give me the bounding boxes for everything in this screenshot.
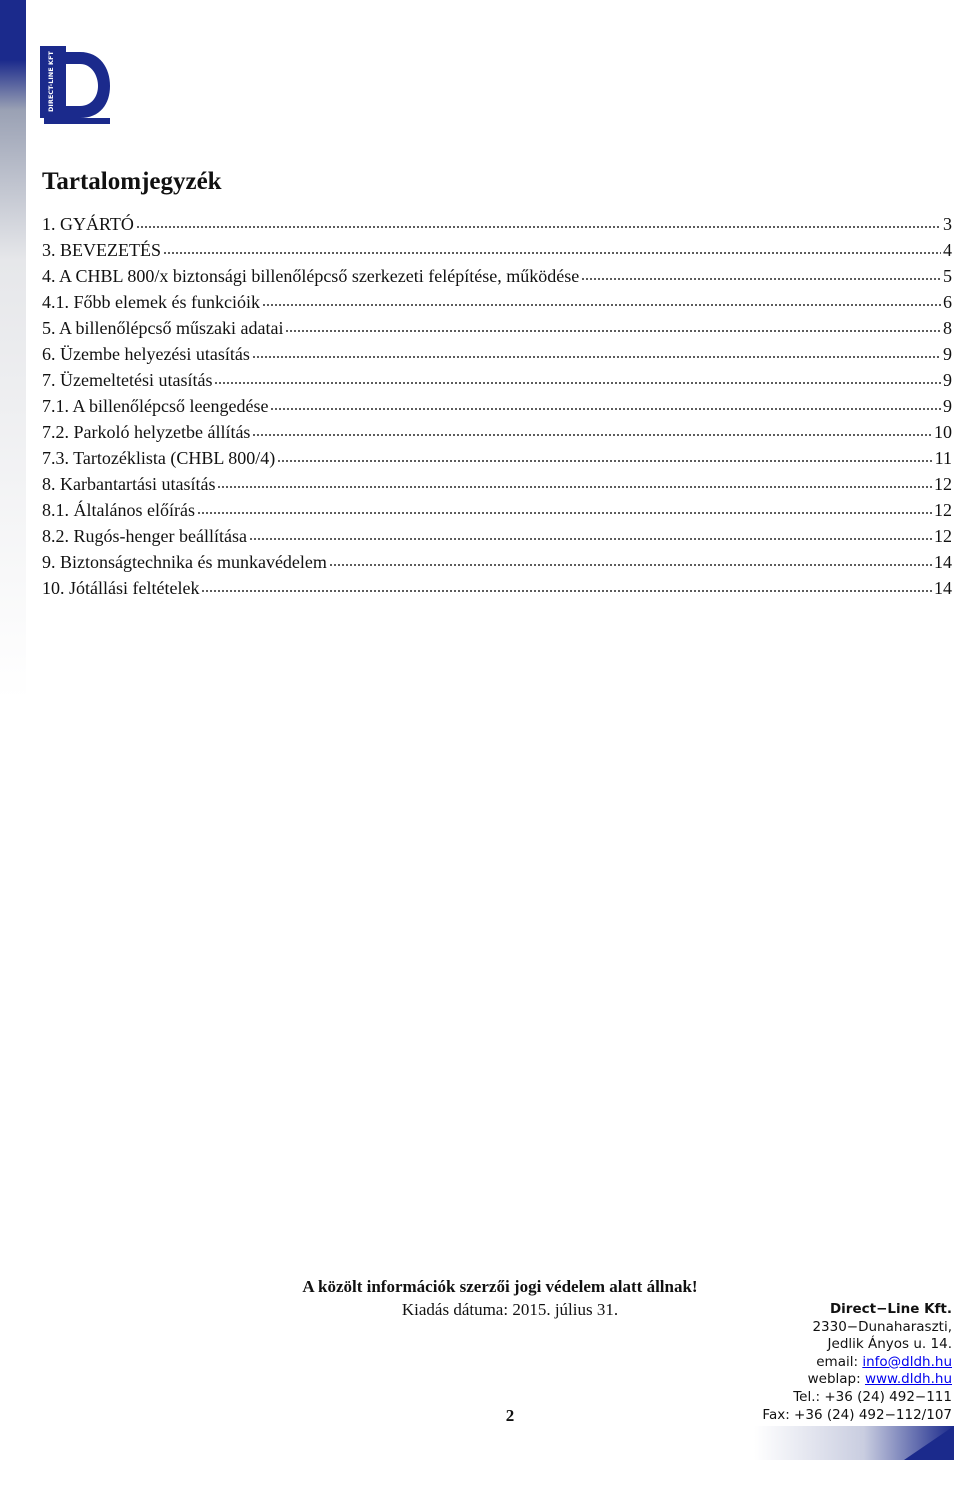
toc-entry-title: 5. A billenőlépcső műszaki adatai bbox=[42, 318, 284, 338]
toc-dot-leader bbox=[201, 588, 932, 594]
toc-entry-title: 8. Karbantartási utasítás bbox=[42, 474, 216, 494]
toc-entry-page: 10 bbox=[934, 422, 952, 442]
toc-entry-page: 11 bbox=[934, 448, 952, 468]
toc-dot-leader bbox=[262, 302, 941, 308]
toc-dot-leader bbox=[285, 328, 941, 334]
toc-list bbox=[42, 211, 952, 601]
toc-entry[interactable] bbox=[42, 471, 952, 497]
toc-dot-leader bbox=[252, 432, 932, 438]
toc-entry[interactable] bbox=[42, 289, 952, 315]
toc-dot-leader bbox=[214, 380, 941, 386]
toc-entry[interactable] bbox=[42, 237, 952, 263]
toc-dot-leader bbox=[252, 354, 941, 360]
toc-entry-title: 3. BEVEZETÉS bbox=[42, 240, 161, 260]
logo-text: DIRECT-LINE KFT bbox=[47, 51, 55, 112]
toc-dot-leader bbox=[277, 458, 932, 464]
toc-entry-page: 9 bbox=[943, 396, 952, 416]
toc-entry-page: 12 bbox=[934, 500, 952, 520]
toc-title: Tartalomjegyzék bbox=[42, 168, 222, 195]
toc-entry[interactable] bbox=[42, 367, 952, 393]
toc-entry[interactable] bbox=[42, 393, 952, 419]
toc-entry-page: 5 bbox=[943, 266, 952, 286]
company-name: Direct−Line Kft. bbox=[829, 1301, 952, 1317]
toc-entry-title: 7.1. A billenőlépcső leengedése bbox=[42, 396, 269, 416]
toc-dot-leader bbox=[163, 250, 941, 256]
toc-entry-page: 12 bbox=[934, 526, 952, 546]
company-email-row bbox=[762, 1354, 952, 1372]
toc-entry-title: 9. Biztonságtechnika és munkavédelem bbox=[42, 552, 327, 572]
company-address-line2: Jedlik Ányos u. 14. bbox=[827, 1336, 952, 1353]
email-link[interactable]: info@dldh.hu bbox=[862, 1353, 952, 1370]
toc-entry[interactable] bbox=[42, 263, 952, 289]
toc-entry[interactable] bbox=[42, 419, 952, 445]
toc-entry-title: 7.2. Parkoló helyzetbe állítás bbox=[42, 422, 251, 442]
toc-entry[interactable] bbox=[42, 575, 952, 601]
toc-entry[interactable] bbox=[42, 445, 952, 471]
company-logo bbox=[40, 46, 112, 124]
toc-entry-title: 6. Üzembe helyezési utasítás bbox=[42, 344, 250, 364]
page-number: 2 bbox=[505, 1406, 515, 1425]
toc-dot-leader bbox=[581, 276, 941, 282]
issue-date: Kiadás dátuma: 2015. július 31. bbox=[401, 1300, 619, 1319]
toc-entry[interactable] bbox=[42, 549, 952, 575]
toc-dot-leader bbox=[217, 484, 932, 490]
toc-entry-page: 4 bbox=[943, 240, 952, 260]
copyright-notice: A közölt információk szerzői jogi védelem alatt állnak! bbox=[302, 1277, 698, 1296]
toc-entry-page: 3 bbox=[943, 214, 952, 234]
toc-dot-leader bbox=[329, 562, 932, 568]
toc-entry-page: 12 bbox=[934, 474, 952, 494]
toc-entry-title: 8.2. Rugós-henger beállítása bbox=[42, 526, 247, 546]
toc-entry-page: 8 bbox=[943, 318, 952, 338]
toc-entry-title: 8.1. Általános előírás bbox=[42, 500, 195, 520]
toc-dot-leader bbox=[136, 224, 941, 230]
company-contact-block bbox=[762, 1301, 952, 1424]
company-fax: Fax: +36 (24) 492−112/107 bbox=[762, 1406, 952, 1423]
toc-entry-title: 10. Jótállási feltételek bbox=[42, 578, 200, 598]
toc-dot-leader bbox=[197, 510, 932, 516]
toc-entry[interactable] bbox=[42, 497, 952, 523]
toc-entry-page: 14 bbox=[934, 552, 952, 572]
toc-dot-leader bbox=[270, 406, 941, 412]
web-link[interactable]: www.dldh.hu bbox=[864, 1371, 952, 1388]
company-address-line1: 2330−Dunaharaszti, bbox=[812, 1318, 952, 1335]
company-phone: Tel.: +36 (24) 492−111 bbox=[793, 1388, 952, 1405]
toc-entry-title: 4. A CHBL 800/x biztonsági billenőlépcső szerkezeti felépítése, működése bbox=[42, 266, 580, 286]
toc-entry-page: 14 bbox=[934, 578, 952, 598]
company-web-row bbox=[762, 1371, 952, 1389]
toc-entry[interactable] bbox=[42, 211, 952, 237]
toc-entry[interactable] bbox=[42, 315, 952, 341]
toc-entry-title: 1. GYÁRTÓ bbox=[42, 214, 134, 234]
toc-entry-title: 7.3. Tartozéklista (CHBL 800/4) bbox=[42, 448, 276, 468]
corner-decorative-mark bbox=[754, 1426, 954, 1460]
toc-entry-page: 9 bbox=[943, 344, 952, 364]
toc-entry-page: 9 bbox=[943, 370, 952, 390]
toc-entry[interactable] bbox=[42, 523, 952, 549]
toc-dot-leader bbox=[249, 536, 932, 542]
toc-entry-page: 6 bbox=[943, 292, 952, 312]
email-label: email: bbox=[816, 1353, 863, 1370]
toc-entry[interactable] bbox=[42, 341, 952, 367]
toc-entry-title: 4.1. Főbb elemek és funkcióik bbox=[42, 292, 260, 312]
toc-entry-title: 7. Üzemeltetési utasítás bbox=[42, 370, 213, 390]
web-label: weblap: bbox=[807, 1371, 865, 1388]
